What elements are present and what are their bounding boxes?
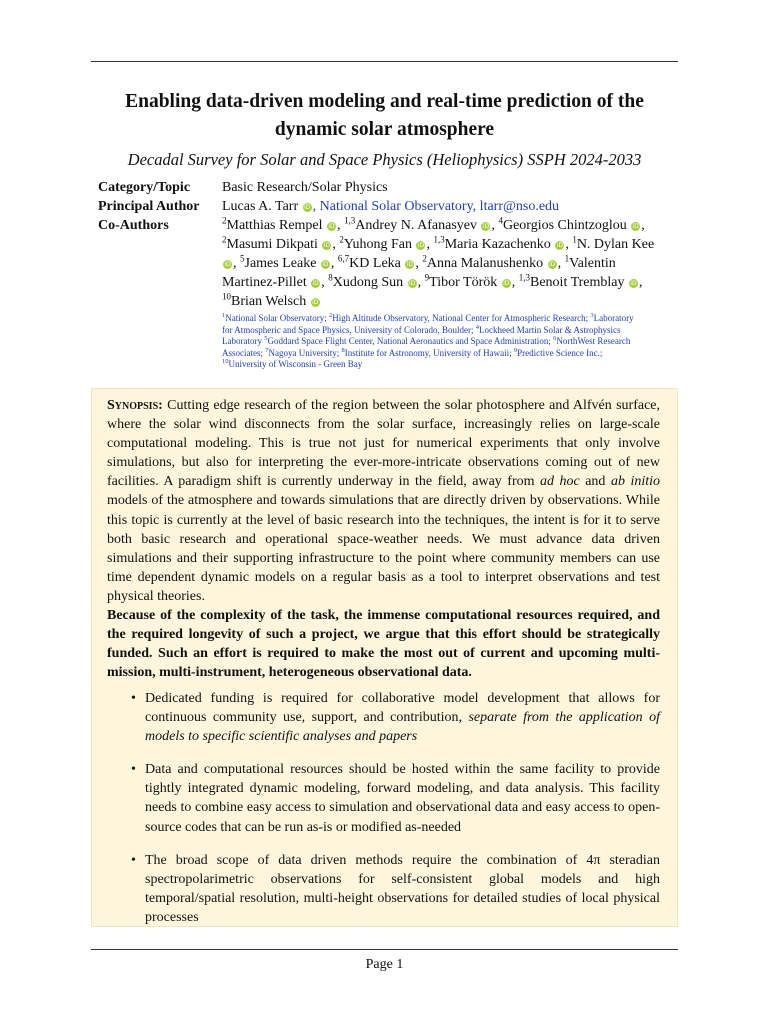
affiliation-name[interactable]: Institute for Astronomy, University of Hawaii; — [344, 347, 514, 358]
affiliation-name[interactable]: University of Wisconsin - Green Bay — [228, 359, 363, 369]
coauthor — [498, 215, 641, 233]
coauthors-row — [98, 216, 658, 311]
coauthor-affil-number: 9 — [424, 272, 430, 283]
top-rule — [91, 61, 678, 62]
list-item — [107, 760, 660, 836]
metadata-block — [98, 178, 658, 311]
affiliation-number: 1 — [222, 312, 226, 319]
ab-initio-term: ab initio — [610, 474, 660, 490]
coauthor — [337, 253, 415, 271]
affiliation-number: 6 — [553, 335, 557, 342]
recommendation-list — [107, 689, 660, 941]
bullet-icon: • — [131, 762, 136, 778]
list-item-emphasis: separate from the application of models to specific scientific analyses and papers — [145, 710, 660, 745]
coauthor-affil-number: 1,3 — [433, 234, 445, 245]
coauthors-list: $^2$Matthias Rempel iD , $^{1,3}$Andrey N. Afanasyev iD , $^4$Georgios Chintzoglou iD , $^2$Masumi Dikpati iD , $^2$Yuhong Fan iD , $^{1,3}$Maria Kazachenko iD , $^1$N. Dylan Kee iD , $^5$James Leake iD , $^{6,7}$KD Leka iD , $^2$Anna Malanushenko iD , $^1$Valentin Martinez-Pillet iD , $^8$Xudong Sun iD , $^9$Tibor Török iD , $^{1,3}$Benoit Tremblay iD , $^{10}$Brian Welsch iD — [222, 215, 655, 309]
affiliation-number: 2 — [328, 312, 333, 319]
category-key: Category/Topic — [98, 180, 191, 195]
orcid-icon[interactable]: iD — [482, 223, 490, 230]
author-affiliation-link[interactable]: , National Solar Observatory, ltarr@nso.edu — [312, 199, 560, 214]
list-item-text: The broad scope of data driven methods require the combination of 4π steradian spectropolarimetric observations for self-consistent global models and high temporal/spatial resolution, multi-height observations for detailed studies of local physical processes — [145, 852, 660, 925]
orcid-icon[interactable]: iD — [548, 261, 556, 268]
coauthor-name: Andrey N. Afanasyev — [355, 218, 477, 233]
orcid-icon[interactable]: iD — [406, 261, 414, 268]
affiliations-list — [222, 313, 642, 371]
orcid-icon[interactable]: iD — [322, 261, 329, 268]
coauthor-affil-number: 8 — [328, 272, 333, 283]
coauthor-name: Maria Kazachenko — [444, 237, 551, 252]
orcid-icon[interactable]: iD — [224, 261, 231, 268]
affiliation-name[interactable]: High Altitude Observatory, National Center for Atmospheric Research; — [332, 313, 591, 323]
ad-hoc-term: ad hoc — [540, 474, 580, 490]
coauthor-name: Valentin Martinez-Pillet — [222, 256, 616, 290]
coauthor-name: KD Leka — [349, 256, 401, 271]
coauthor — [518, 272, 639, 290]
synopsis-bold-statement: Because of the complexity of the task, the immense computational resources required, and the required longevity of such a project, we argue that this effort should be strategically funded. Such an effort is required to make the most out of current and upcoming multi-mission, multi-instrument, heterogeneous observational data. — [107, 608, 660, 681]
orcid-icon[interactable]: iD — [409, 280, 416, 287]
coauthor-name: James Leake — [244, 256, 317, 271]
author-key: Principal Author — [98, 199, 200, 214]
coauthor — [422, 253, 557, 271]
affiliation-number: 9 — [513, 346, 518, 354]
coauthor-affil-number: 6,7 — [337, 253, 350, 264]
author-name: Lucas A. Tarr — [222, 199, 299, 214]
coauthor — [240, 253, 331, 271]
list-item-text: Data and computational resources should be hosted within the same facility to provide tightly integrated dynamic modeling, forward modeling, and data analysis. This facility needs to combine easy access to simulation and observational data and easy access to open-source codes that can be run as-is or modified as-needed — [145, 762, 660, 835]
coauthor — [222, 291, 321, 309]
orcid-icon[interactable]: iD — [630, 280, 637, 287]
list-item — [107, 851, 660, 927]
category-row — [98, 178, 658, 197]
affiliation-name[interactable]: Goddard Space Flight Center, National Aeronautics and Space Administration; — [267, 336, 554, 346]
coauthor-name: Masumi Dikpati — [226, 237, 318, 252]
affiliation-number: 8 — [341, 346, 345, 354]
affiliation-number: 10 — [222, 358, 229, 365]
coauthor-affil-number: 2 — [222, 234, 227, 245]
title-line-1: Enabling data-driven modeling and real-time prediction of the — [125, 91, 644, 112]
author-row — [98, 197, 658, 216]
synopsis-p2: models of the atmosphere and towards simulations that are directly driven by observations. While this topic is currently at the level of basic research into the techniques, the intent is for it to serve both basic research and operational space-weather needs. We must advance data driven simulations and their supporting infrastructure to the point where community members can use time dependent dynamic models on a regular basis as a tool to interpret observations and test physical theories. — [107, 493, 660, 604]
bullet-icon: • — [131, 852, 136, 868]
coauthor — [344, 215, 491, 233]
synopsis-p1: Cutting edge research of the region between the solar photosphere and Alfvén surface, where the solar wind disconnects from the solar surface, increasingly relies on large-scale computational modeling. This is true not just for numerical experiments that only involve simulations, but also for interpreting the ever-more-intricate observations coming out of new facilities. A paradigm shift is currently underway in the field, away from — [107, 398, 660, 490]
synopsis-text — [107, 396, 660, 682]
coauthor-affil-number: 2 — [422, 253, 427, 264]
coauthor-name: Benoit Tremblay — [530, 275, 625, 290]
page-number: Page 1 — [365, 957, 404, 972]
coauthor — [433, 234, 565, 252]
orcid-icon[interactable]: iD — [503, 280, 510, 287]
author-value — [222, 197, 658, 216]
coauthor — [424, 272, 512, 290]
coauthor-affil-number: 1 — [572, 234, 577, 245]
coauthor-affil-number: 10 — [222, 291, 231, 302]
affiliation-number: 5 — [264, 335, 268, 342]
affiliation-number: 7 — [265, 346, 269, 354]
affiliation-name[interactable]: NorthWest Research Associates; — [222, 336, 631, 358]
bottom-rule — [91, 949, 678, 950]
coauthor-affil-number: 2 — [339, 234, 344, 245]
affiliation-name[interactable]: Laboratory for Atmospheric and Space Physics, University of Colorado, Boulder; — [222, 313, 634, 335]
synopsis-label: Synopsis: — [107, 398, 163, 413]
orcid-icon[interactable]: iD — [323, 242, 331, 249]
affiliation-name[interactable]: Predictive Science Inc.; — [517, 347, 603, 358]
affiliation-name[interactable]: Nagoya University; — [268, 347, 342, 358]
orcid-icon[interactable]: iD — [328, 223, 335, 230]
list-item — [107, 689, 660, 746]
coauthor-name: Matthias Rempel — [226, 218, 323, 233]
coauthor-affil-number: 1,3 — [518, 272, 530, 283]
affiliation-number: 3 — [590, 312, 594, 319]
coauthor — [222, 215, 337, 233]
title-line-2: dynamic solar atmosphere — [274, 119, 495, 140]
orcid-icon[interactable]: iD — [312, 299, 319, 306]
coauthor-name: Brian Welsch — [231, 294, 307, 309]
category-value: Basic Research/Solar Physics — [222, 180, 388, 195]
affiliation-name[interactable]: National Solar Observatory; — [225, 313, 329, 323]
bullet-icon: • — [131, 691, 136, 706]
coauthor-name: N. Dylan Kee — [576, 237, 655, 252]
coauthor-affil-number: 5 — [240, 253, 245, 264]
orcid-icon[interactable]: iD — [312, 280, 319, 287]
coauthor-name: Anna Malanushenko — [426, 256, 544, 271]
coauthor-name: Xudong Sun — [332, 275, 404, 290]
coauthors-key: Co-Authors — [98, 218, 169, 233]
paper-subtitle: Decadal Survey for Solar and Space Physics (Heliophysics) SSPH 2024-2033 — [127, 150, 642, 169]
coauthor-affil-number: 4 — [498, 215, 503, 226]
coauthor-name: Georgios Chintzoglou — [502, 218, 627, 233]
coauthor — [328, 272, 417, 290]
orcid-icon[interactable]: iD — [303, 204, 311, 211]
orcid-icon[interactable]: iD — [417, 242, 425, 249]
orcid-icon[interactable]: iD — [556, 242, 563, 249]
coauthor-affil-number: 1 — [564, 253, 570, 264]
synopsis-and: and — [579, 474, 611, 490]
coauthor-affil-number: 1,3 — [344, 215, 356, 226]
coauthor-affil-number: 2 — [222, 215, 227, 226]
paper-title — [91, 88, 678, 144]
coauthor — [222, 234, 332, 252]
orcid-icon[interactable]: iD — [632, 223, 639, 230]
coauthor — [339, 234, 426, 252]
affiliation-number: 4 — [475, 323, 479, 331]
list-item-text: Dedicated funding is required for collaborative model development that allows for continuous community use, support, and contribution, — [145, 691, 660, 726]
affiliation-name[interactable]: Lockheed Martin Solar & Astrophysics Laboratory — [222, 324, 621, 346]
coauthor-name: Yuhong Fan — [343, 237, 412, 252]
coauthor-name: Tibor Török — [429, 275, 498, 290]
